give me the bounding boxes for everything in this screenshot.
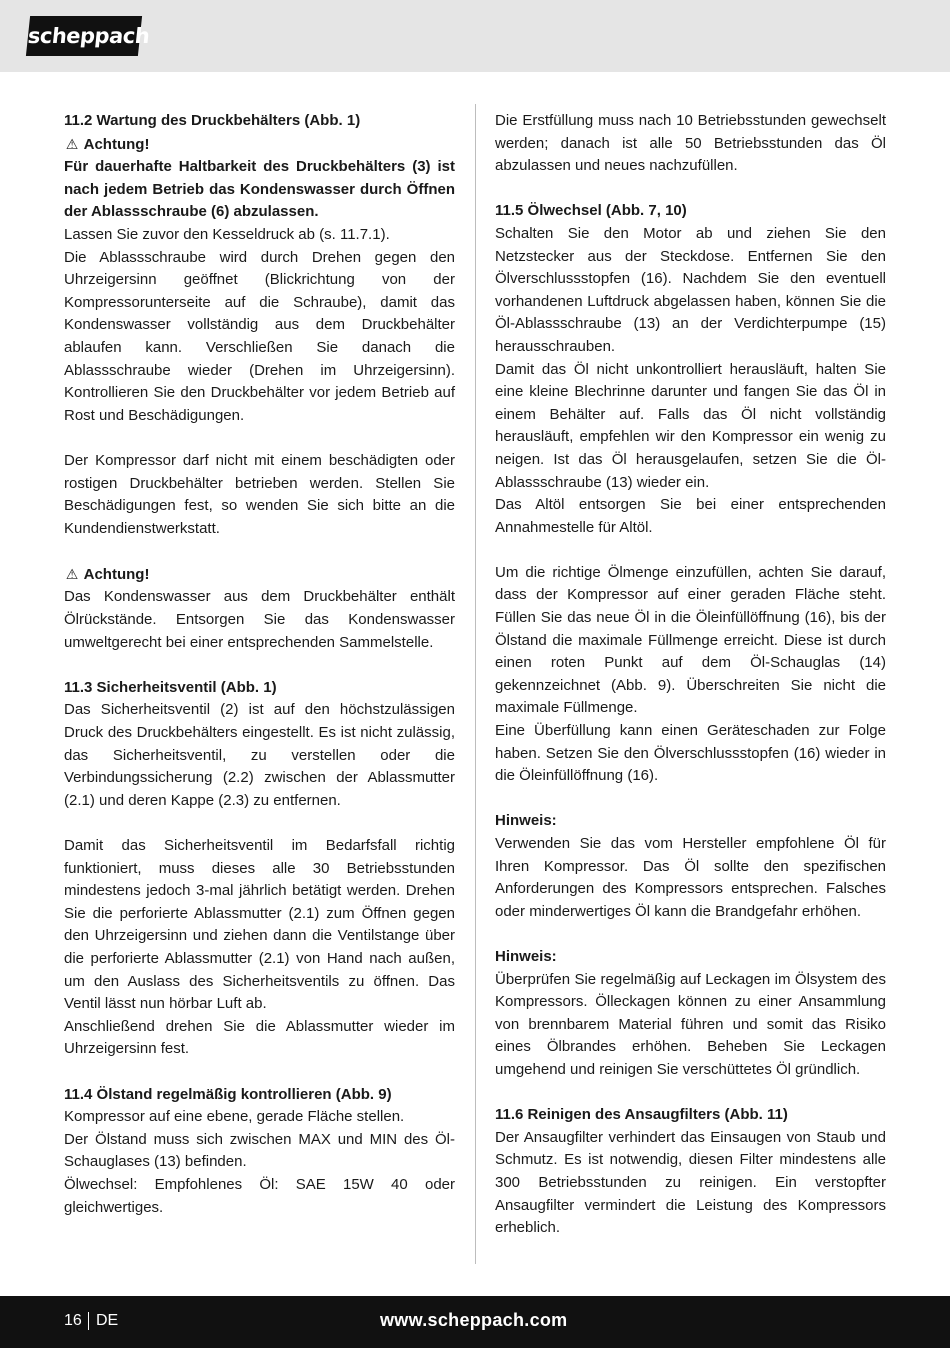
- warning-text-bold: Für dauerhafte Haltbarkeit des Druckbehälters (3) ist nach jedem Betrieb das Kondenswasser durch Öffnen der Ablassschraube (6) abzulassen.: [64, 158, 455, 221]
- section-heading-11-6: 11.6 Reinigen des Ansaugfilters (Abb. 11): [495, 1106, 788, 1124]
- website-url: www.scheppach.com: [380, 1310, 568, 1330]
- section-heading-11-3: 11.3 Sicherheitsventil (Abb. 1): [64, 678, 277, 696]
- paragraph: Die Erstfüllung muss nach 10 Betriebsstunden gewechselt werden; danach ist alle 50 Betriebsstunden das Öl abzulassen und neues nachzufüllen.: [495, 112, 886, 175]
- paragraph: Das Sicherheitsventil (2) ist auf den höchstzulässigen Druck des Druckbehälters eingestellt. Es ist nicht zulässig, das Sicherheitsventil, zu verstellen oder die Verbindungssicherung (2.2) zwischen der Ablassmutter (2.1) und deren Kappe (2.3) zu entfernen.: [64, 701, 455, 809]
- brand-logo: scheppach: [26, 16, 142, 56]
- warning-notice-2: [64, 563, 455, 587]
- warning-label: Achtung!: [83, 565, 150, 583]
- page-number: 16: [64, 1312, 82, 1329]
- paragraph: Der Kompressor darf nicht mit einem beschädigten oder rostigen Druckbehälter betrieben werden. Stellen Sie Beschädigungen fest, so wenden Sie sich bitte an die Kundendienstwerkstatt.: [64, 451, 455, 537]
- warning-triangle-icon: ⚠: [65, 565, 79, 582]
- paragraph: Damit das Öl nicht unkontrolliert herausläuft, halten Sie eine kleine Blechrinne darunter und fangen Sie das Öl in einem Behälter auf. Falls das Öl nicht vollständig herausläuft, empfehlen wir den Kompressor ein wenig zu neigen. Ist das Öl herausgelaufen, setzen Sie die Öl-Ablassschraube (13) wieder ein.: [495, 360, 886, 491]
- note-label: Hinweis:: [495, 812, 557, 830]
- paragraph: Lassen Sie zuvor den Kesseldruck ab (s. 11.7.1).: [64, 225, 390, 243]
- paragraph: Die Ablassschraube wird durch Drehen gegen den Uhrzeigersinn geöffnet (Blickrichtung von der Kompressorunterseite auf die Schraube), damit das Kondenswasser vollständig aus dem Druckbehälter ablaufen kann. Verschließen Sie danach die Ablassschraube wieder (Drehen im Uhrzeigersinn). Kontrollieren Sie den Druckbehälter vor jedem Betrieb auf Rost und Beschädigungen.: [64, 248, 455, 424]
- paragraph: Das Kondenswasser aus dem Druckbehälter enthält Ölrückstände. Entsorgen Sie das Kondenswasser umweltgerecht bei einer entsprechenden Sammelstelle.: [64, 588, 455, 651]
- note-label: Hinweis:: [495, 947, 557, 965]
- warning-label: Achtung!: [83, 135, 150, 153]
- page-separator: [88, 1312, 89, 1330]
- header-bar: [0, 0, 950, 72]
- paragraph: Das Altöl entsorgen Sie bei einer entsprechenden Annahmestelle für Altöl.: [495, 496, 886, 536]
- warning-triangle-icon: ⚠: [65, 135, 79, 152]
- paragraph: Kompressor auf eine ebene, gerade Fläche stellen.: [64, 1108, 405, 1126]
- section-heading-11-4: 11.4 Ölstand regelmäßig kontrollieren (Abb. 9): [64, 1085, 392, 1103]
- paragraph: Anschließend drehen Sie die Ablassmutter wieder im Uhrzeigersinn fest.: [64, 1017, 455, 1058]
- section-heading-11-2: 11.2 Wartung des Druckbehälters (Abb. 1): [64, 112, 361, 129]
- column-divider: [475, 104, 476, 1264]
- paragraph: Überprüfen Sie regelmäßig auf Leckagen im Ölsystem des Kompressors. Ölleckagen können zu einer Ansammlung von brennbarem Material führen und somit das Risiko eines Ölbrandes erhöhen. Beheben Sie Leckagen umgehend und reinigen Sie verschüttetes Öl gründlich.: [495, 970, 886, 1078]
- paragraph: Der Ansaugfilter verhindert das Einsaugen von Staub und Schmutz. Es ist notwendig, diesen Filter mindestens alle 300 Betriebsstunden zu reinigen. Ein verstopfter Ansaugfilter vermindert die Leistung des Kompressors erheblich.: [495, 1128, 886, 1237]
- paragraph: Damit das Sicherheitsventil im Bedarfsfall richtig funktioniert, muss dieses alle 30 Betriebsstunden mindestens jedoch 3-mal jährlich betätigt werden. Drehen Sie die perforierte Ablassmutter (2.1) zum Öffnen gegen den Uhrzeigersinn und ziehen dann die Ventilstange über die perforierte Ablassmutter (2.1) von Hand nach außen, um den Auslass des Sicherheitsventils zu öffnen. Das Ventil lässt nun hörbar Luft ab.: [64, 837, 455, 1013]
- right-column: [495, 110, 886, 1240]
- language-code: DE: [96, 1312, 119, 1329]
- paragraph: Ölwechsel: Empfohlenes Öl: SAE 15W 40 oder gleichwertiges.: [64, 1175, 455, 1216]
- footer-bar: [0, 1296, 950, 1348]
- section-heading-11-5: 11.5 Ölwechsel (Abb. 7, 10): [495, 202, 687, 220]
- warning-notice-1: [64, 133, 455, 157]
- paragraph: Verwenden Sie das vom Hersteller empfohlene Öl für Ihren Kompressor. Das Öl sollte den spezifischen Anforderungen des Kompressors entsprechen. Falsches oder minderwertiges Öl kann die Brandgefahr erhöhen.: [495, 835, 886, 920]
- paragraph: Schalten Sie den Motor ab und ziehen Sie den Netzstecker aus der Steckdose. Entfernen Sie den Ölverschlussstopfen (16). Nachdem Sie den eventuell vorhandenen Luftdruck abgelassen haben, können Sie die Öl-Ablassschraube (13) an der Verdichterpumpe (15) herausschrauben.: [495, 224, 886, 355]
- paragraph: Um die richtige Ölmenge einzufüllen, achten Sie darauf, dass der Kompressor auf einer geraden Fläche steht. Füllen Sie das neue Öl in die Öleinfüllöffnung (16), bis der Ölstand die maximale Füllmenge erreicht. Diese ist durch einen roten Punkt auf dem Öl-Schauglas (14) gekennzeichnet (Abb. 9). Überschreiten Sie nicht die maximale Füllmenge.: [495, 563, 886, 717]
- paragraph: Eine Überfüllung kann einen Geräteschaden zur Folge haben. Setzen Sie den Ölverschlussstopfen (16) wieder in die Öleinfüllöffnung (16).: [495, 722, 886, 785]
- left-column: [64, 110, 455, 1219]
- paragraph: Der Ölstand muss sich zwischen MAX und MIN des Öl-Schauglases (13) befinden.: [64, 1130, 455, 1171]
